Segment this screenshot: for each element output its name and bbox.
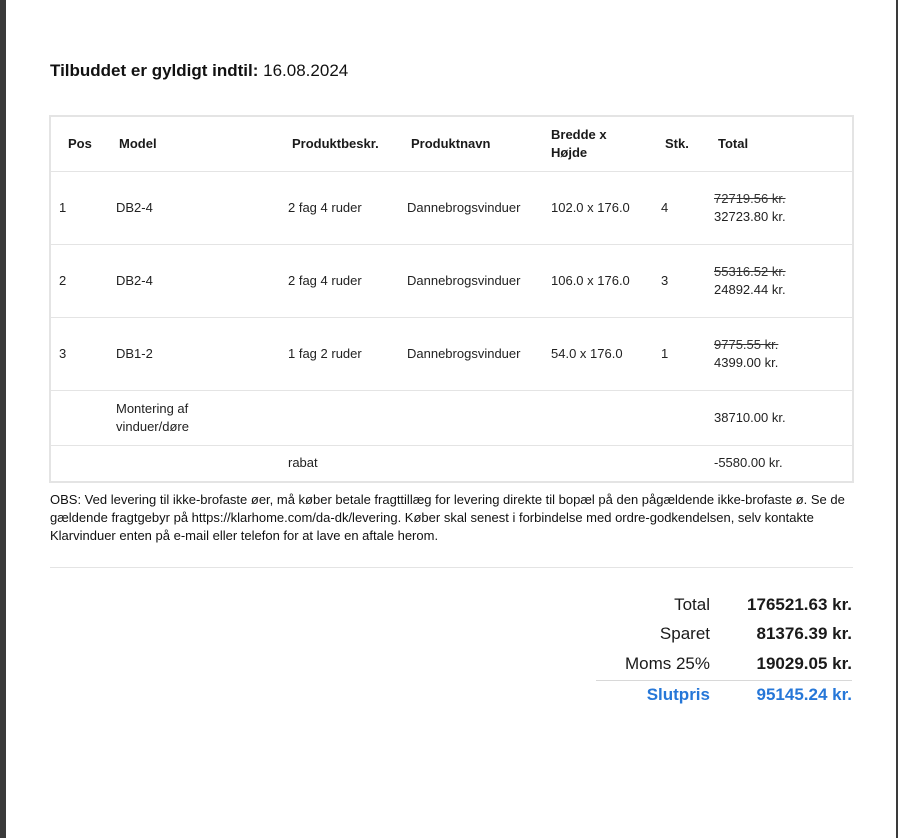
- obs-notice: OBS: Ved levering til ikke-brofaste øer, må køber betale fragttillæg for levering direkte til bopæl på den pågældende ikke-brofaste ø. Se de gældende fragtgebyr på https://klarhome.com/da-dk/levering. Køber skal senest i forbindelse med ordre-godkendelsen, selv kontakte Klarvinduer enten på e-mail eller telefon for at lave en aftale herom.: [50, 492, 845, 543]
- validity-line: [50, 61, 348, 81]
- cell-model: Montering af vinduer/døre: [108, 390, 280, 445]
- table-row: [51, 317, 852, 390]
- summary-saved-value: 81376.39 kr.: [756, 624, 852, 644]
- summary-vat-row: [596, 649, 852, 679]
- cell-total: [706, 317, 852, 390]
- cell-size: 54.0 x 176.0: [543, 317, 653, 390]
- summary-saved-row: [596, 620, 852, 650]
- old-price: 55316.52 kr.: [714, 263, 786, 279]
- validity-label: Tilbuddet er gyldigt indtil:: [50, 61, 259, 80]
- rabat-row: [51, 445, 852, 481]
- summary-vat-label: Moms 25%: [624, 653, 710, 673]
- header-size: Bredde x Højde: [551, 126, 607, 160]
- cell-total: [706, 244, 852, 317]
- validity-date: 16.08.2024: [263, 61, 349, 80]
- header-model: Model: [119, 135, 157, 151]
- cell-name: Dannebrogsvinduer: [399, 171, 543, 244]
- new-price: 4399.00 kr.: [714, 354, 779, 370]
- cell-total: -5580.00 kr.: [706, 445, 852, 481]
- header-pos: Pos: [68, 135, 92, 151]
- cell-total: 38710.00 kr.: [706, 390, 852, 445]
- new-price: 32723.80 kr.: [714, 208, 786, 224]
- cell-name: Dannebrogsvinduer: [399, 317, 543, 390]
- header-name: Produktnavn: [411, 135, 491, 151]
- old-price: 72719.56 kr.: [714, 190, 786, 206]
- quote-page: [6, 0, 896, 838]
- cell-size: 102.0 x 176.0: [543, 171, 653, 244]
- cell-model: DB2-4: [108, 171, 280, 244]
- quote-table: [49, 115, 854, 483]
- new-price: 24892.44 kr.: [714, 281, 786, 297]
- summary-final-label: Slutpris: [646, 685, 710, 704]
- summary-total-label: Total: [674, 594, 710, 614]
- cell-pos: 3: [51, 317, 108, 390]
- cell-name: Dannebrogsvinduer: [399, 244, 543, 317]
- cell-desc: rabat: [280, 445, 399, 481]
- cell-qty: 1: [653, 317, 706, 390]
- cell-model: DB2-4: [108, 244, 280, 317]
- summary-final-value: 95145.24 kr.: [756, 685, 852, 704]
- cell-total: [706, 171, 852, 244]
- header-qty: Stk.: [665, 135, 689, 151]
- summary-vat-value: 19029.05 kr.: [756, 653, 852, 673]
- cell-size: 106.0 x 176.0: [543, 244, 653, 317]
- table-row: [51, 171, 852, 244]
- summary-final-row: [596, 680, 852, 710]
- summary-saved-label: Sparet: [659, 624, 710, 644]
- old-price: 9775.55 kr.: [714, 336, 779, 352]
- cell-desc: 1 fag 2 ruder: [280, 317, 399, 390]
- cell-qty: 4: [653, 171, 706, 244]
- cell-qty: 3: [653, 244, 706, 317]
- montering-row: [51, 390, 852, 445]
- price-summary: [596, 590, 852, 710]
- cell-desc: 2 fag 4 ruder: [280, 244, 399, 317]
- table-header-row: [51, 117, 852, 171]
- cell-model: DB1-2: [108, 317, 280, 390]
- cell-pos: 1: [51, 171, 108, 244]
- cell-desc: 2 fag 4 ruder: [280, 171, 399, 244]
- cell-pos: 2: [51, 244, 108, 317]
- table-row: [51, 244, 852, 317]
- summary-total-row: [596, 590, 852, 620]
- header-total: Total: [718, 135, 749, 151]
- summary-total-value: 176521.63 kr.: [747, 594, 852, 614]
- header-desc: Produktbeskr.: [292, 135, 379, 151]
- divider: [50, 567, 853, 568]
